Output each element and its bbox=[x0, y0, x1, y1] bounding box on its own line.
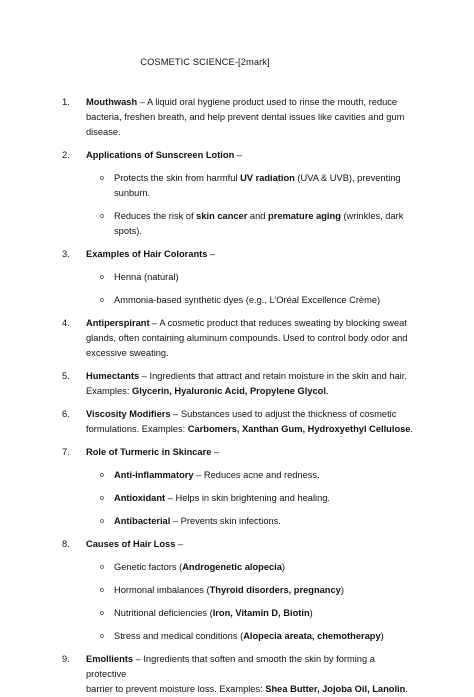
item-line bbox=[86, 422, 414, 437]
sub-bold: Antibacterial bbox=[114, 516, 171, 526]
item-text: . bbox=[405, 684, 408, 694]
item-text: – A cosmetic product that reduces sweating by blocking sweat bbox=[149, 318, 407, 328]
sub-line bbox=[114, 606, 414, 621]
bullet-icon: o bbox=[100, 518, 104, 525]
item-text: barrier to prevent moisture loss. Examples: bbox=[86, 684, 266, 694]
item-line: bacteria, freshen breath, and help prevent dental issues like cavities and gum bbox=[86, 112, 405, 122]
item-text: – A liquid oral hygiene product used to rinse the mouth, reduce bbox=[137, 97, 398, 107]
sub-text: ) bbox=[281, 562, 286, 572]
sub-text: – Helps in skin brightening and healing. bbox=[165, 493, 331, 503]
item-text: – Ingredients that soften and smooth the skin by forming a protective bbox=[86, 654, 375, 679]
sub-item bbox=[62, 209, 414, 239]
sub-line bbox=[114, 629, 414, 644]
list-item-hair-colorants bbox=[62, 247, 414, 262]
item-number: 2. bbox=[62, 150, 70, 160]
sub-text: – Reduces acne and redness. bbox=[193, 470, 320, 480]
item-line: glands, often containing aluminum compounds. Used to control body odor and bbox=[86, 333, 408, 343]
sub-text: ) bbox=[380, 631, 384, 641]
item-line bbox=[86, 247, 414, 262]
item-line bbox=[86, 652, 414, 682]
item-text: – bbox=[211, 447, 220, 457]
item-number: 9. bbox=[62, 654, 70, 664]
sub-text: – Prevents skin infections. bbox=[170, 516, 281, 526]
sub-text: Reduces the risk of bbox=[114, 211, 197, 221]
sub-line bbox=[114, 171, 414, 186]
sub-line bbox=[114, 514, 414, 529]
sub-item bbox=[62, 583, 414, 598]
sub-text: ) bbox=[309, 608, 313, 618]
sub-item bbox=[62, 293, 414, 308]
item-text: – bbox=[175, 539, 184, 549]
sub-item bbox=[62, 468, 414, 483]
sub-bold: Anti-inflammatory bbox=[114, 470, 194, 480]
item-term: Emollients bbox=[86, 654, 134, 664]
item-term: Antiperspirant bbox=[86, 318, 150, 328]
sub-item bbox=[62, 560, 414, 575]
sub-text: and bbox=[247, 211, 269, 221]
item-line: excessive sweating. bbox=[86, 348, 169, 358]
sub-line bbox=[114, 209, 414, 224]
item-text: – Substances used to adjust the thickness of cosmetic bbox=[170, 409, 397, 419]
document-title: COSMETIC SCIENCE-[2mark] bbox=[140, 57, 270, 67]
sub-bold: Iron, Vitamin D, Biotin bbox=[212, 608, 310, 618]
item-line bbox=[86, 316, 414, 331]
sub-line bbox=[114, 491, 414, 506]
list-item-mouthwash bbox=[62, 95, 414, 140]
sub-text: (wrinkles, dark bbox=[340, 211, 404, 221]
item-text: formulations. Examples: bbox=[86, 424, 188, 434]
item-line bbox=[86, 384, 414, 399]
item-term: Causes of Hair Loss bbox=[86, 539, 176, 549]
sub-line bbox=[114, 468, 414, 483]
sub-bold: premature aging bbox=[268, 211, 341, 221]
sub-item bbox=[62, 270, 414, 285]
item-number: 5. bbox=[62, 371, 70, 381]
list-item-emollients bbox=[62, 652, 414, 697]
sub-line bbox=[114, 583, 414, 598]
bullet-icon: o bbox=[100, 564, 104, 571]
sub-text: ) bbox=[340, 585, 344, 595]
item-text: – bbox=[234, 150, 243, 160]
sub-line bbox=[114, 560, 414, 575]
list-item-antiperspirant bbox=[62, 316, 414, 361]
item-number: 7. bbox=[62, 447, 70, 457]
sub-line: Ammonia-based synthetic dyes (e.g., L’Oréal Excellence Crème) bbox=[114, 295, 381, 305]
sub-line: spots). bbox=[114, 226, 142, 236]
bullet-icon: o bbox=[100, 495, 104, 502]
sub-text: Hormonal imbalances ( bbox=[114, 585, 210, 595]
sub-item bbox=[62, 629, 414, 644]
item-number: 8. bbox=[62, 539, 70, 549]
sub-text: Stress and medical conditions ( bbox=[114, 631, 244, 641]
sub-text: Protects the skin from harmful bbox=[114, 173, 241, 183]
sub-line: Henna (natural) bbox=[114, 272, 179, 282]
bullet-icon: o bbox=[100, 274, 104, 281]
item-number: 4. bbox=[62, 318, 70, 328]
item-line bbox=[86, 445, 414, 460]
item-examples: Carbomers, Xanthan Gum, Hydroxyethyl Cellulose bbox=[187, 424, 411, 434]
sub-item bbox=[62, 171, 414, 201]
sub-bold: Antioxidant bbox=[114, 493, 166, 503]
item-line bbox=[86, 95, 414, 110]
item-term: Viscosity Modifiers bbox=[86, 409, 171, 419]
bullet-icon: o bbox=[100, 175, 104, 182]
item-text: – Ingredients that attract and retain moisture in the skin and hair. bbox=[139, 371, 407, 381]
bullet-icon: o bbox=[100, 633, 104, 640]
bullet-icon: o bbox=[100, 472, 104, 479]
item-line: disease. bbox=[86, 127, 121, 137]
sub-line: sunburn. bbox=[114, 188, 151, 198]
bullet-icon: o bbox=[100, 297, 104, 304]
item-term: Mouthwash bbox=[86, 97, 138, 107]
sub-bold: Androgenetic alopecia bbox=[182, 562, 282, 572]
item-term: Examples of Hair Colorants bbox=[86, 249, 208, 259]
list-item-humectants bbox=[62, 369, 414, 399]
sub-item bbox=[62, 606, 414, 621]
item-number: 1. bbox=[62, 97, 70, 107]
list-item-viscosity-modifiers bbox=[62, 407, 414, 437]
item-line bbox=[86, 148, 414, 163]
item-term: Humectants bbox=[86, 371, 140, 381]
item-examples: Glycerin, Hyaluronic Acid, Propylene Glycol bbox=[132, 386, 326, 396]
list-item-turmeric bbox=[62, 445, 414, 460]
bullet-icon: o bbox=[100, 213, 104, 220]
item-text: . bbox=[410, 424, 414, 434]
list-item-sunscreen bbox=[62, 148, 414, 163]
item-examples: Shea Butter, Jojoba Oil, Lanolin bbox=[265, 684, 406, 694]
item-line bbox=[86, 369, 414, 384]
item-number: 3. bbox=[62, 249, 70, 259]
item-line bbox=[86, 537, 414, 552]
list-item-hair-loss bbox=[62, 537, 414, 552]
item-text: Examples: bbox=[86, 386, 132, 396]
item-term: Applications of Sunscreen Lotion bbox=[86, 150, 235, 160]
sub-bold: skin cancer bbox=[196, 211, 248, 221]
numbered-list bbox=[62, 95, 414, 697]
sub-item bbox=[62, 491, 414, 506]
item-text: . bbox=[325, 386, 329, 396]
bullet-icon: o bbox=[100, 610, 104, 617]
sub-text: Genetic factors ( bbox=[114, 562, 183, 572]
item-line bbox=[86, 407, 414, 422]
item-number: 6. bbox=[62, 409, 70, 419]
sub-text: (UVA & UVB), preventing bbox=[294, 173, 401, 183]
item-term: Role of Turmeric in Skincare bbox=[86, 447, 212, 457]
sub-bold: UV radiation bbox=[240, 173, 295, 183]
sub-bold: Alopecia areata, chemotherapy bbox=[243, 631, 381, 641]
sub-text: Nutritional deficiencies ( bbox=[114, 608, 213, 618]
item-line bbox=[86, 682, 414, 697]
bullet-icon: o bbox=[100, 587, 104, 594]
item-text: – bbox=[207, 249, 216, 259]
sub-item bbox=[62, 514, 414, 529]
sub-bold: Thyroid disorders, pregnancy bbox=[209, 585, 341, 595]
